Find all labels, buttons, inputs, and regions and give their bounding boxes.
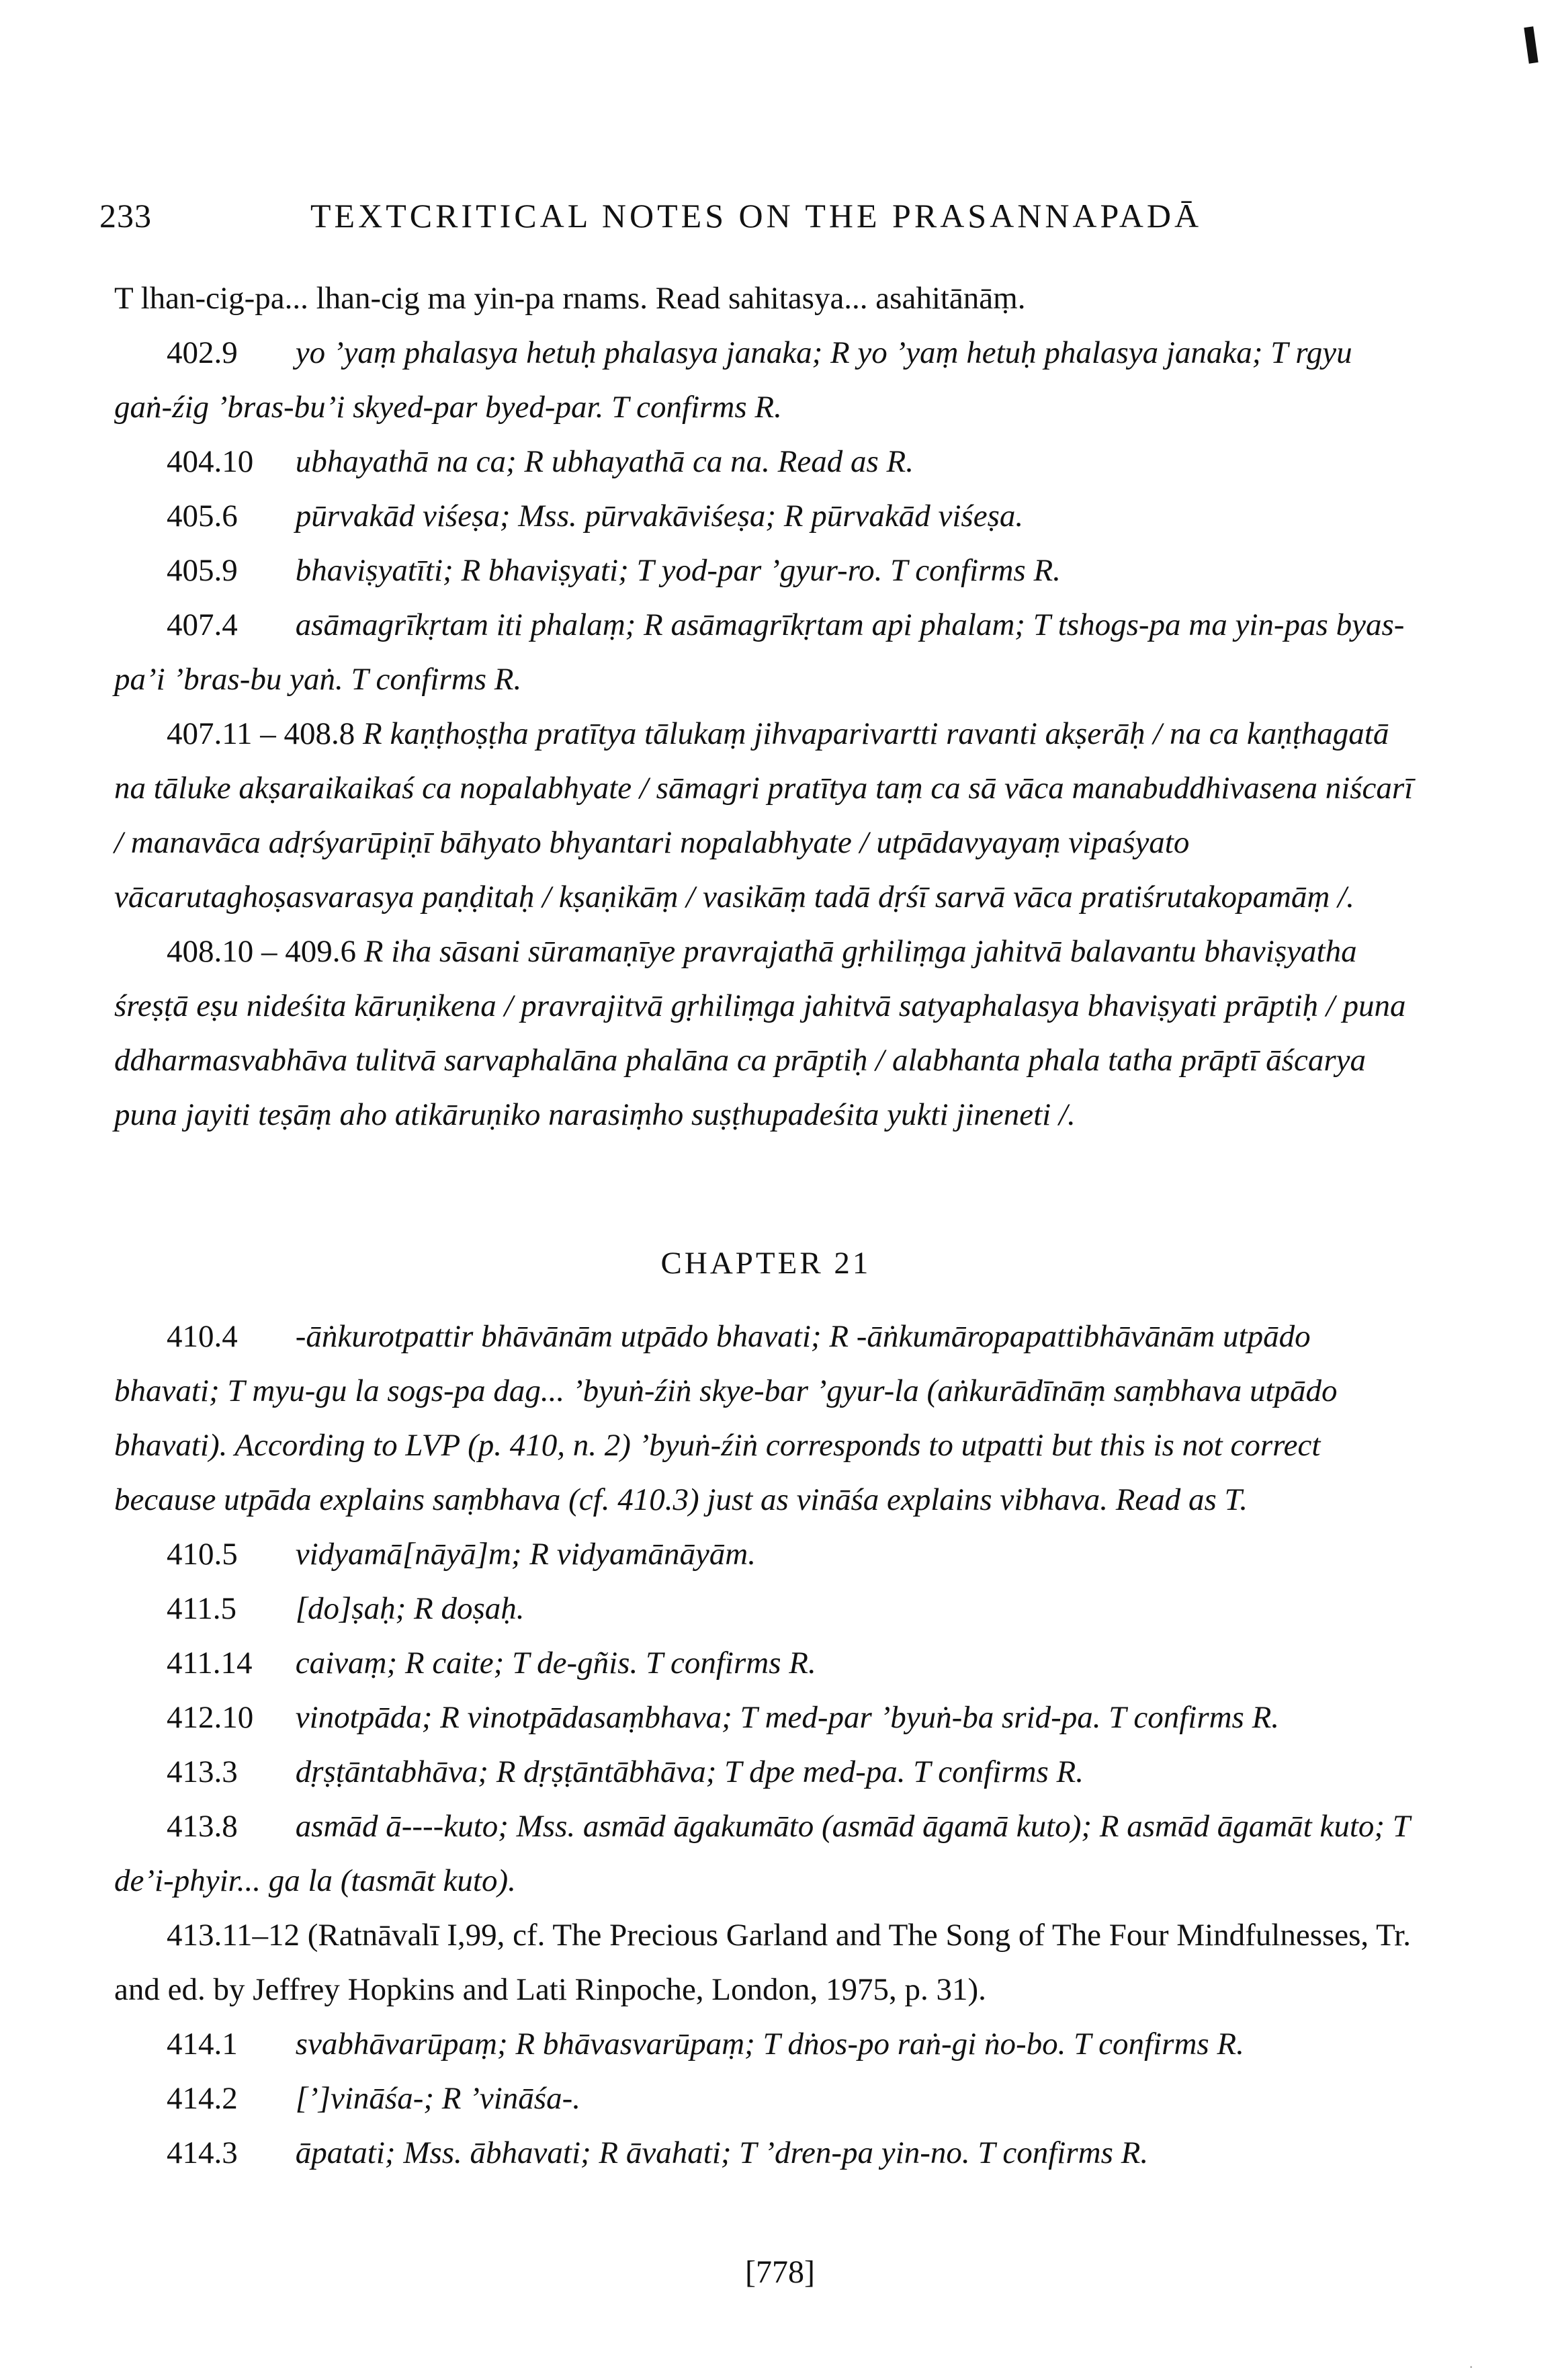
- note-text: dṛṣṭāntabhāva; R dṛṣṭāntābhāva; T dpe med-pa. T confirms R.: [295, 1754, 1084, 1789]
- note-text: asāmagrīkṛtam iti phalaṃ; R asāmagrīkṛtam api phalam; T tshogs-pa ma yin-pas byas-pa’i ’bras-bu yaṅ. T confirms R.: [114, 607, 1405, 697]
- note-entry: [114, 435, 1418, 489]
- running-title: TEXTCRITICAL NOTES ON THE PRASANNAPADĀ: [310, 197, 1203, 235]
- notes-body: [114, 271, 1418, 2180]
- note-ref: 412.10: [167, 1700, 254, 1735]
- page-number: 233: [99, 197, 152, 235]
- note-entry: [114, 2072, 1418, 2126]
- note-entry: [114, 925, 1418, 1142]
- note-text: vidyamā[nāyā]m; R vidyamānāyām.: [295, 1537, 756, 1572]
- note-text: svabhāvarūpaṃ; R bhāvasvarūpaṃ; T dṅos-po raṅ-gi ṅo-bo. T confirms R.: [295, 2027, 1244, 2062]
- note-ref: 414.1: [167, 2027, 238, 2062]
- note-ref: 413.3: [167, 1754, 238, 1789]
- note-ref: 410.5: [167, 1537, 238, 1572]
- note-ref: 402.9: [167, 335, 238, 370]
- chapter-heading: CHAPTER 21: [660, 1246, 871, 1281]
- note-entry: [114, 1310, 1418, 1527]
- note-entry: [114, 2017, 1418, 2072]
- note-entry: [114, 1636, 1418, 1691]
- note-text: asmād ā----kuto; Mss. asmād āgakumāto (asmād āgamā kuto); R asmād āgamāt kuto; T de’i-phyir... ga la (tasmāt kuto).: [114, 1809, 1410, 1898]
- note-ref: 407.11 – 408.8: [167, 716, 355, 751]
- note-ref: 411.5: [167, 1591, 237, 1626]
- note-continuation: T lhan-cig-pa... lhan-cig ma yin-pa rnams. Read sahitasya... asahitānāṃ.: [114, 281, 1026, 316]
- scan-speck: ·: [1469, 2358, 1474, 2375]
- note-text: -āṅkurotpattir bhāvānām utpādo bhavati; R -āṅkumāropapattibhāvānām utpādo bhavati; T myu-gu la sogs-pa dag... ’byuṅ-źiṅ skye-bar ’gyur-la (aṅkurādīnāṃ saṃbhava utpādo bhavati). According to LVP (p. 410, n. 2) ’byuṅ-źiṅ corresponds to utpatti but this is not correct because utpāda explains saṃbhava (cf. 410.3) just as vināśa explains vibhava. Read as T.: [114, 1319, 1338, 1517]
- note-ref: 413.11–12: [167, 1918, 300, 1953]
- note-ref: 407.4: [167, 607, 238, 642]
- scan-mark: [1524, 26, 1538, 63]
- note-text: pūrvakād viśeṣa; Mss. pūrvakāviśeṣa; R pūrvakād viśeṣa.: [295, 499, 1024, 534]
- note-entry: [114, 326, 1418, 435]
- note-text: caivaṃ; R caite; T de-gñis. T confirms R.: [295, 1646, 816, 1681]
- note-text: R iha sāsani sūramaṇīye pravrajathā gṛhiliṃga jahitvā balavantu bhaviṣyatha śreṣṭā eṣu nideśita kāruṇikena / pravrajitvā gṛhiliṃga jahitvā satyaphalasya bhaviṣyati prāptiḥ / puna ddharmasvabhāva tulitvā sarvaphalāna phalāna ca prāptiḥ / alabhanta phala tatha prāptī āścarya puna jayiti teṣāṃ aho atikāruṇiko narasiṃho suṣṭhupadeśita yukti jineneti /.: [114, 934, 1406, 1132]
- note-text: vinotpāda; R vinotpādasaṃbhava; T med-par ’byuṅ-ba srid-pa. T confirms R.: [295, 1700, 1280, 1735]
- note-ref: 413.8: [167, 1809, 238, 1844]
- note-ref: 408.10 – 409.6: [167, 934, 356, 969]
- page-header: [99, 196, 1443, 250]
- note-entry: [114, 2126, 1418, 2180]
- note-entry: [114, 1908, 1418, 2017]
- note-text: ubhayathā na ca; R ubhayathā ca na. Read as R.: [295, 444, 914, 479]
- note-ref: 411.14: [167, 1646, 253, 1681]
- note-entry: [114, 1691, 1418, 1745]
- note-text: yo ’yaṃ phalasya hetuḥ phalasya janaka; R yo ’yaṃ hetuḥ phalasya janaka; T rgyu gaṅ-źig ’bras-bu’i skyed-par byed-par. T confirms R.: [114, 335, 1352, 425]
- note-ref: 405.9: [167, 553, 238, 588]
- note-entry: [114, 1799, 1418, 1908]
- note-text: [’]vināśa-; R ’vināśa-.: [295, 2081, 580, 2116]
- note-text: (Ratnāvalī I,99, cf. The Precious Garland and The Song of The Four Mindfulnesses, Tr. and ed. by Jeffrey Hopkins and Lati Rinpoche, London, 1975, p. 31).: [114, 1918, 1411, 2007]
- note-entry: [114, 489, 1418, 544]
- note-ref: 414.3: [167, 2135, 238, 2170]
- note-entry: [114, 707, 1418, 925]
- note-text: bhaviṣyatīti; R bhaviṣyati; T yod-par ’gyur-ro. T confirms R.: [295, 553, 1061, 588]
- note-ref: 414.2: [167, 2081, 238, 2116]
- note-entry: [114, 1745, 1418, 1799]
- note-entry: [114, 544, 1418, 598]
- note-entry: [114, 1582, 1418, 1636]
- note-text: āpatati; Mss. ābhavati; R āvahati; T ’dren-pa yin-no. T confirms R.: [295, 2135, 1149, 2170]
- note-ref: 404.10: [167, 444, 254, 479]
- note-ref: 405.6: [167, 499, 238, 534]
- note-entry: [114, 598, 1418, 707]
- note-text: R kaṇṭhoṣṭha pratītya tālukaṃ jihvaparivartti ravanti akṣerāḥ / na ca kaṇṭhagatā na tāluke akṣaraikaikaś ca nopalabhyate / sāmagri pratītya taṃ ca sā vāca manabuddhivasena niścarī / manavāca adṛśyarūpiṇī bāhyato bhyantari nopalabhyate / utpādavyayaṃ vipaśyato vācarutaghoṣasvarasya paṇḍitaḥ / kṣaṇikāṃ / vasikāṃ tadā dṛśī sarvā vāca pratiśrutakopamāṃ /.: [114, 716, 1414, 915]
- folio-number: [778]: [745, 2254, 815, 2290]
- note-ref: 410.4: [167, 1319, 238, 1354]
- note-entry: [114, 1527, 1418, 1582]
- note-text: [do]ṣaḥ; R doṣaḥ.: [295, 1591, 525, 1626]
